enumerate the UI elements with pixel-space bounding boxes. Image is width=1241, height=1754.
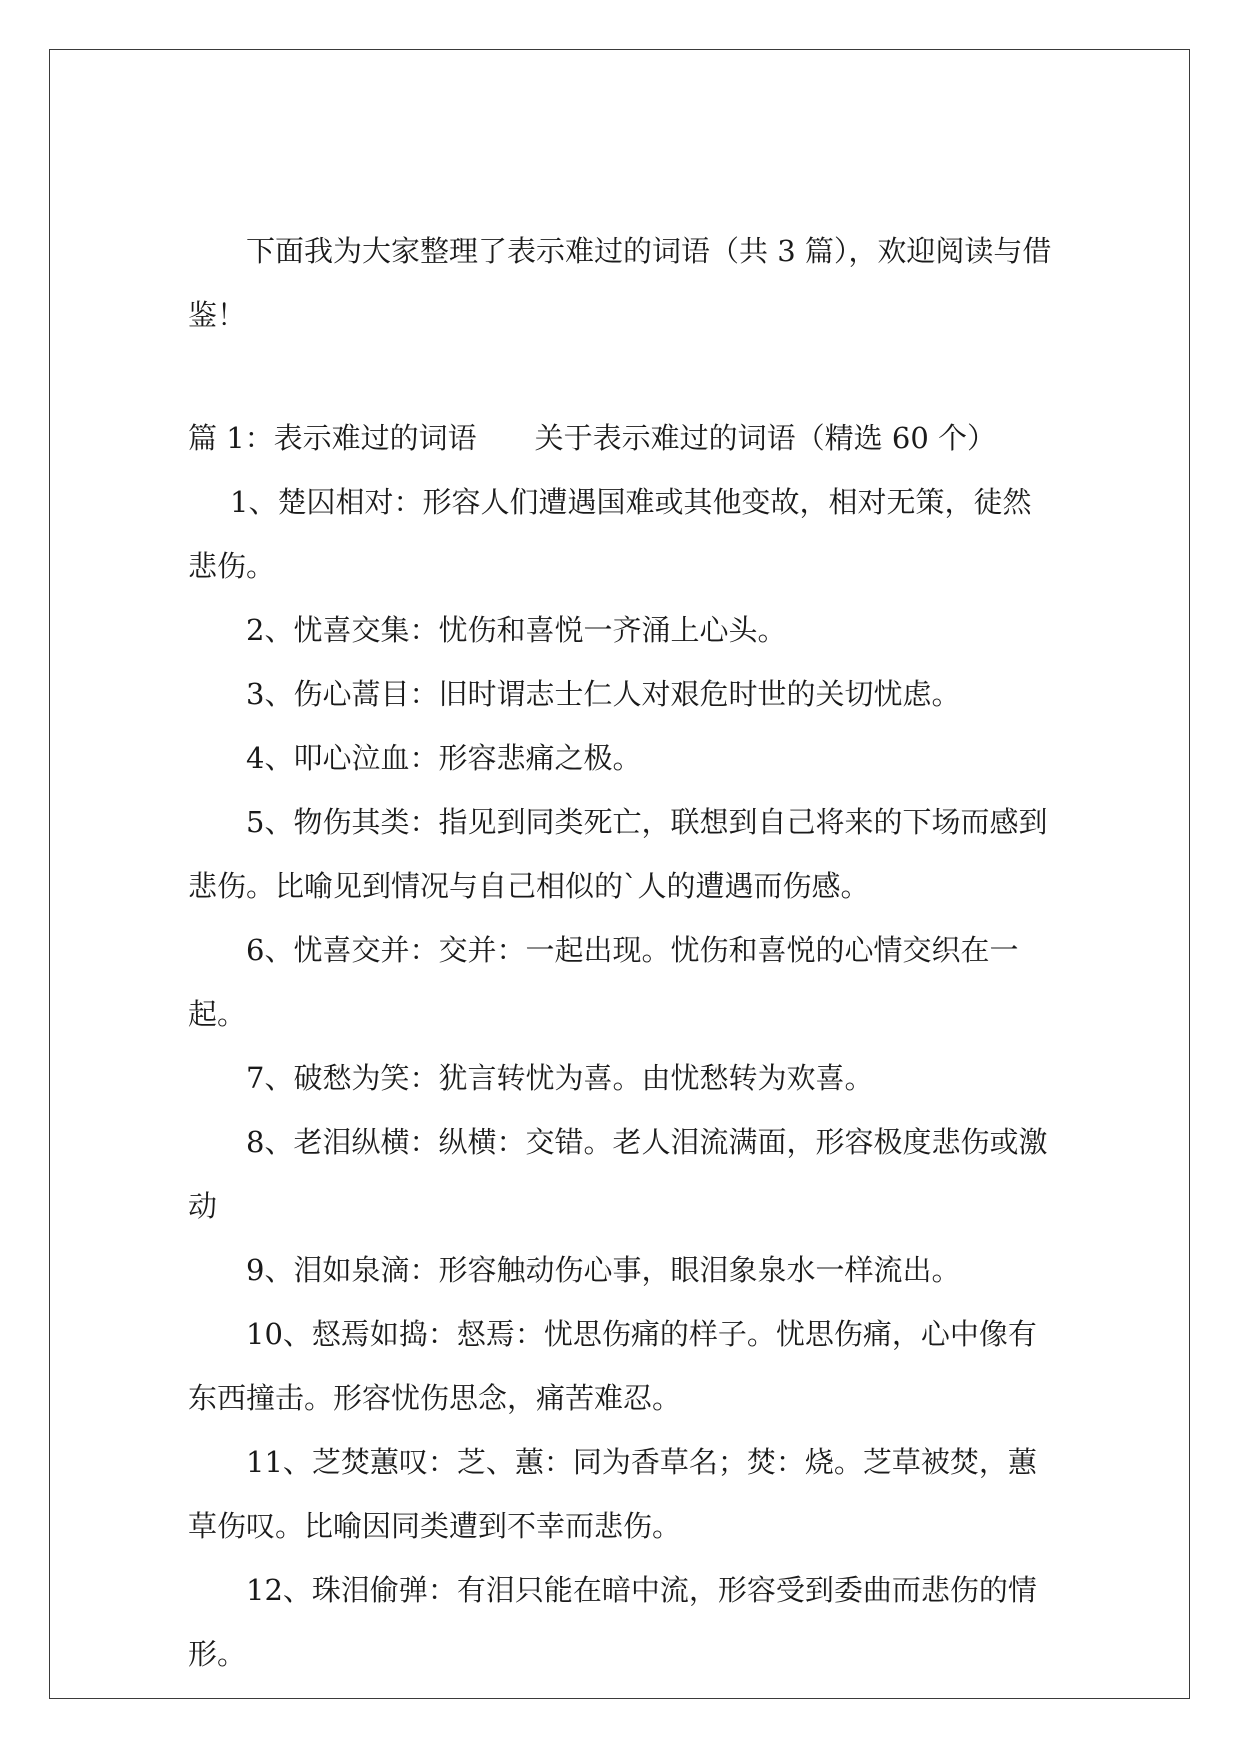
list-item: 12、珠泪偷弹：有泪只能在暗中流，形容受到委曲而悲伤的情形。 [188, 1573, 1037, 1671]
list-item: 9、泪如泉滴：形容触动伤心事，眼泪象泉水一样流出。 [246, 1253, 961, 1287]
document-body [188, 219, 1060, 1686]
section-title-left: 篇 1：表示难过的词语 [188, 421, 477, 455]
list-item: 1、楚囚相对：形容人们遭遇国难或其他变故，相对无策，徒然悲伤。 [188, 485, 1032, 583]
list-item: 4、叩心泣血：形容悲痛之极。 [246, 741, 642, 775]
list-item: 6、忧喜交并：交并：一起出现。忧伤和喜悦的心情交织在一起。 [188, 933, 1019, 1031]
section-title-right: 关于表示难过的词语（精选 60 个） [534, 421, 997, 455]
list-item: 10、惄焉如捣：惄焉：忧思伤痛的样子。忧思伤痛，心中像有东西撞击。形容忧伤思念，痛苦难忍。 [188, 1317, 1037, 1415]
section-title [188, 406, 1060, 470]
list-item: 8、老泪纵横：纵横：交错。老人泪流满面，形容极度悲伤或激动 [188, 1125, 1048, 1223]
list-item: 2、忧喜交集：忧伤和喜悦一齐涌上心头。 [246, 613, 787, 647]
list-item: 11、芝焚蕙叹：芝、蕙：同为香草名；焚：烧。芝草被焚，蕙草伤叹。比喻因同类遭到不幸而悲伤。 [188, 1445, 1037, 1543]
list-item: 3、伤心蒿目：旧时谓志士仁人对艰危时世的关切忧虑。 [246, 677, 961, 711]
intro-paragraph: 下面我为大家整理了表示难过的词语（共 3 篇），欢迎阅读与借鉴！ [188, 234, 1052, 332]
list-item: 5、物伤其类：指见到同类死亡，联想到自己将来的下场而感到悲伤。比喻见到情况与自己相似的`人的遭遇而伤感。 [188, 805, 1048, 903]
list-item: 7、破愁为笑：犹言转忧为喜。由忧愁转为欢喜。 [246, 1061, 874, 1095]
